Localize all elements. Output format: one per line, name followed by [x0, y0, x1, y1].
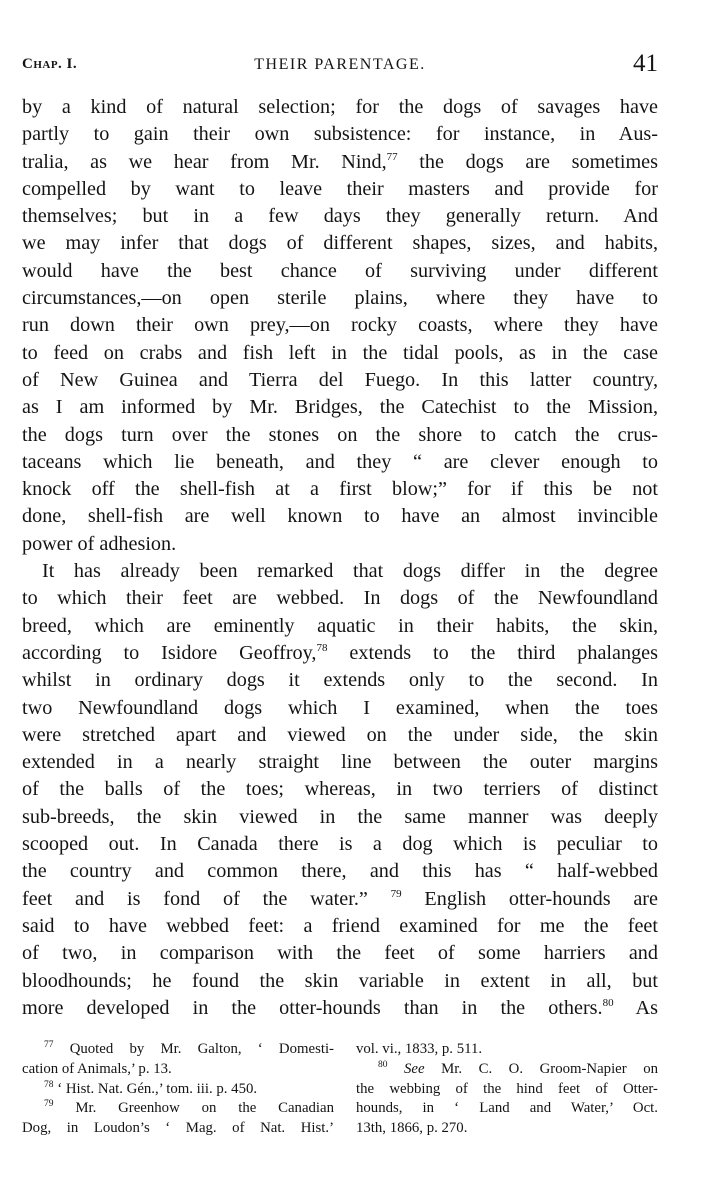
text-line: It has already been remarked that dogs differ in the degree — [42, 560, 658, 583]
footnote-ref: 80 — [602, 996, 614, 1009]
text-line: themselves; but in a few days they generally return. And — [22, 205, 658, 228]
text-line: feet and is fond of the water.” $^{79}$ English otter-hounds are — [22, 887, 658, 910]
text-line: of New Guinea and Tierra del Fuego. In this latter country, — [22, 368, 658, 391]
text-line: of two, in comparison with the feet of some harriers and — [22, 942, 658, 965]
footnote-80: $^{80}$ See Mr. C. O. Groom-Napier on — [378, 1059, 658, 1077]
footnote-77: $^{77}$ Quoted by Mr. Galton, ‘ Domesti- — [44, 1040, 334, 1057]
footnotes-left-column — [22, 1040, 334, 1139]
text-line: breed, which are eminently aquatic in their habits, the skin, — [22, 614, 658, 637]
text-line: two Newfoundland dogs which I examined, when the toes — [22, 696, 658, 719]
footnote-79: $^{79}$ Mr. Greenhow on the Canadian — [44, 1099, 334, 1117]
book-page — [22, 0, 658, 1200]
footnote-80-cont: hounds, in ‘ Land and Water,’ Oct. — [356, 1100, 658, 1117]
text-line: to which their feet are webbed. In dogs of the Newfoundland — [22, 587, 658, 610]
footnotes-right-column — [356, 1040, 658, 1139]
text-line: sub-breeds, the skin viewed in the same manner was deeply — [22, 805, 658, 828]
footnote-ref: 78 — [316, 641, 328, 654]
chapter-label: Chap. I. — [22, 56, 78, 72]
text-line: according to Isidore Geoffroy,$^{78}$ extends to the third phalanges — [22, 641, 658, 664]
text-line: of the balls of the toes; whereas, in two terriers of distinct — [22, 778, 658, 801]
footnote-ref: 77 — [386, 150, 398, 163]
footnote-ref: 79 — [390, 887, 402, 900]
text-line: circumstances,—on open sterile plains, where they have to — [22, 287, 658, 310]
text-line: partly to gain their own subsistence: for instance, in Aus- — [22, 123, 658, 146]
text-line: tralia, as we hear from Mr. Nind,$^{77}$ the dogs are sometimes — [22, 150, 658, 173]
text-line: whilst in ordinary dogs it extends only to the second. In — [22, 669, 658, 692]
text-line: were stretched apart and viewed on the under side, the skin — [22, 723, 658, 746]
running-header — [22, 50, 658, 80]
text-line: power of adhesion. — [22, 532, 177, 555]
footnote-80-cont: the webbing of the hind feet of Otter- — [356, 1080, 658, 1097]
text-line: extended in a nearly straight line between the outer margins — [22, 751, 658, 774]
text-line: the dogs turn over the stones on the shore to catch the crus- — [22, 423, 658, 446]
footnote-80-cont: 13th, 1866, p. 270. — [356, 1120, 468, 1137]
text-line: done, shell-fish are well known to have an almost invincible — [22, 505, 658, 528]
footnote-79-cont: Dog, in Loudon’s ‘ Mag. of Nat. Hist.’ — [22, 1120, 334, 1137]
running-title: THEIR PARENTAGE. — [254, 56, 426, 73]
footnote-78: $^{78}$ ‘ Hist. Nat. Gén.,’ tom. iii. p. 450. — [44, 1079, 258, 1097]
text-line: we may infer that dogs of different shapes, sizes, and habits, — [22, 232, 658, 255]
text-line: scooped out. In Canada there is a dog which is peculiar to — [22, 833, 658, 856]
text-line: knock off the shell-fish at a first blow;” for if this be not — [22, 478, 658, 501]
text-line: more developed in the otter-hounds than in the others.$^{80}$ As — [22, 996, 658, 1019]
text-line: compelled by want to leave their masters and provide for — [22, 177, 658, 200]
text-line: said to have webbed feet: a friend examined for me the feet — [22, 914, 658, 937]
footnote-77-cont: cation of Animals,’ p. 13. — [22, 1060, 172, 1077]
text-line: by a kind of natural selection; for the dogs of savages have — [22, 96, 658, 118]
text-line: would have the best chance of surviving under different — [22, 259, 658, 282]
text-line: the country and common there, and this has “ half-webbed — [22, 860, 658, 883]
text-line: run down their own prey,—on rocky coasts, where they have — [22, 314, 658, 337]
body-text — [22, 94, 658, 1022]
text-line: bloodhounds; he found the skin variable in extent in all, but — [22, 969, 658, 992]
footnote-79-cont-right: vol. vi., 1833, p. 511. — [356, 1041, 483, 1057]
page-number: 41 — [633, 50, 658, 77]
text-line: to feed on crabs and fish left in the tidal pools, as in the case — [22, 341, 658, 364]
text-line: as I am informed by Mr. Bridges, the Catechist to the Mission, — [22, 396, 658, 419]
text-line: taceans which lie beneath, and they “ are clever enough to — [22, 450, 658, 473]
